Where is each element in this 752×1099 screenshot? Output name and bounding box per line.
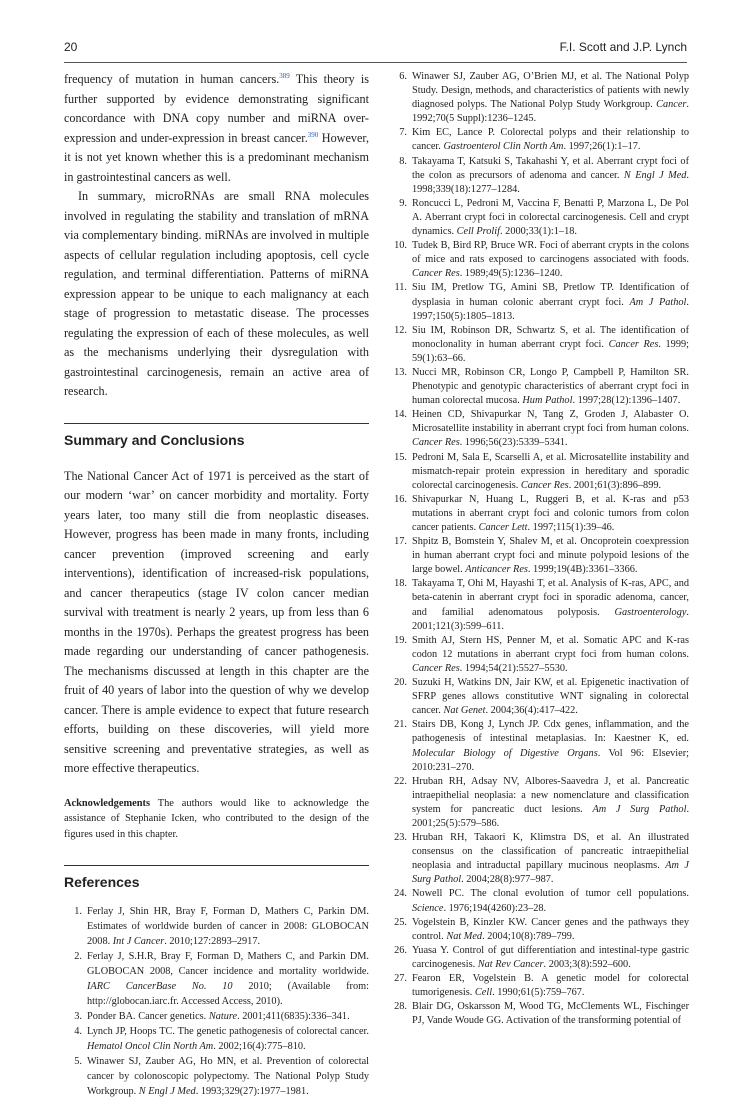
- reference-number: 23.: [394, 832, 407, 844]
- reference-authors-title: Ferlay J, Shin HR, Bray F, Forman D, Mathers C, Parkin DM. Estimates of worldwide burden of cancer in 2008: GLOBOCAN 2008.: [87, 906, 369, 947]
- reference-authors-title: Hruban RH, Adsay NV, Albores-Saavedra J, et al. Pancreatic intraepithelial neoplasia: a new nomenclature and classification system for pancreatic duct lesions.: [412, 775, 689, 815]
- reference-item: [389, 916, 689, 944]
- running-head: F.I. Scott and J.P. Lynch: [559, 40, 687, 54]
- reference-authors-title: Yuasa Y. Control of gut differentiation and intestinal-type gastric carcinogenesis.: [412, 944, 689, 970]
- reference-authors-title: Suzuki H, Watkins DN, Jair KW, et al. Epigenetic inactivation of SFRP genes allows constitutive WNT signaling in colorectal cancer.: [412, 677, 689, 717]
- reference-citation: . 2004;10(8):789–799.: [482, 930, 575, 942]
- reference-item: [389, 126, 689, 154]
- reference-journal: Nat Med: [446, 930, 483, 942]
- reference-authors-title: Kim EC, Lance P. Colorectal polyps and their relationship to cancer.: [412, 127, 689, 153]
- reference-journal: Gastroenterology: [614, 606, 687, 618]
- paragraph-summary: The National Cancer Act of 1971 is perceived as the start of our modern ‘war’ on cancer morbidity and mortality. Forty years later, too many still die from neoplastic diseases. However, progress has been made in many fronts, including cancer prevention (improved screening and early interventions), identification of increased-risk populations, and cancer therapeutics (stage IV colon cancer median survival with treatment is nearly 2 years, up from less than 6 months in the 1970s). Perhaps the greatest progress has been made regarding our understanding of cancer pathogenesis. The mechanisms discussed at length in this chapter are the fruit of 40 years of labor into the question of why we develop cancer. There is ample evidence to expect that future research efforts, building on these discoveries, will yield more sensitive screening and preventative strategies, as well as more effective therapeutics.: [64, 468, 369, 775]
- references-list-left: [64, 904, 369, 1099]
- reference-number: 10.: [394, 240, 407, 252]
- reference-item: [389, 775, 689, 831]
- reference-authors-title: Siu IM, Pretlow TG, Amini SB, Pretlow TP. Identification of dysplasia in human colonic aberrant crypt foci.: [412, 282, 689, 308]
- reference-citation: . 1998;339(18):1277–1284.: [412, 169, 689, 195]
- reference-number: 27.: [394, 973, 407, 984]
- reference-item: [389, 634, 689, 676]
- reference-authors-title: Tudek B, Bird RP, Bruce WR. Foci of aberrant crypts in the colons of mice and rats exposed to carcinogens associated with foods.: [412, 240, 689, 266]
- reference-journal: Am J Surg Pathol: [412, 860, 689, 886]
- reference-citation: . Vol 96: Elsevier; 2010:231–270.: [412, 747, 690, 773]
- reference-journal: Cancer Res: [520, 479, 569, 491]
- page-number: 20: [64, 40, 78, 54]
- reference-journal: Hematol Oncol Clin North Am: [87, 1041, 214, 1052]
- reference-journal: Cancer Res: [412, 437, 460, 449]
- reference-journal: Nature: [208, 1011, 238, 1022]
- reference-citation: . 1994;54(21):5527–5530.: [459, 662, 568, 674]
- reference-item: [389, 831, 689, 887]
- reference-citation: . 2002;16(4):775–810.: [213, 1041, 306, 1052]
- reference-citation: . 1999;19(4B):3361–3366.: [527, 564, 638, 576]
- citation-390[interactable]: 390: [307, 130, 319, 139]
- reference-citation: . 1990;61(5):759–767.: [492, 987, 585, 999]
- reference-item: [389, 281, 689, 323]
- reference-authors-title: Smith AJ, Stern HS, Penner M, et al. Somatic APC and K-ras codon 12 mutations in aberrant crypt foci from human colons.: [412, 634, 689, 660]
- reference-citation: . 1996;56(23):5339–5341.: [459, 437, 568, 449]
- reference-item: [389, 324, 689, 366]
- reference-number: 28.: [394, 1001, 407, 1013]
- reference-item: [389, 197, 689, 239]
- reference-journal: Int J Cancer: [112, 936, 165, 947]
- reference-number: 2.: [74, 951, 82, 962]
- left-column: [64, 70, 369, 1099]
- reference-authors-title: Shivapurkar N, Huang L, Ruggeri B, et al. K-ras and p53 mutations in aberrant crypt foci and colonic tumors from colon cancer patients.: [412, 493, 689, 533]
- reference-citation: . 2001;25(5):579–586.: [412, 803, 690, 829]
- reference-authors-title: Blair DG, Oskarsson M, Wood TG, McClements WL, Fischinger PJ, Vande Woude GG. Activation of the transforming potential of: [412, 1001, 689, 1027]
- reference-journal: Cancer: [656, 99, 687, 111]
- reference-number: 26.: [394, 944, 407, 956]
- header-rule: [64, 62, 687, 63]
- reference-journal: Gastroenterol Clin North Am: [443, 141, 564, 153]
- reference-authors-title: Takayama T, Ohi M, Hayashi T, et al. Analysis of K-ras, APC, and beta-catenin in aberrant crypt foci in sporadic adenoma, cancer, and familial adenomatous polyposis.: [412, 578, 689, 618]
- reference-number: 24.: [394, 888, 407, 900]
- acknowledgements-label: Acknowledgements: [64, 797, 151, 809]
- reference-journal: IARC CancerBase No. 10: [87, 981, 233, 992]
- reference-citation: . 1993;329(27):1977–1981.: [195, 1086, 309, 1097]
- reference-number: 17.: [394, 536, 407, 548]
- paragraph-mirna-continuation: frequency of mutation in human cancers.$^{389}$ This theory is further supported by evidence demonstrating significant concordance with DNA copy number and miRNA over-expression and under-expression in breast cancer.$^{390}$ However, it is not yet known whether this is a predominant mechanism in gastrointestinal cancers as well.: [64, 71, 369, 184]
- reference-journal: Cancer Res: [412, 662, 460, 674]
- reference-number: 5.: [74, 1056, 82, 1067]
- reference-citation: . 2000;33(1):1–18.: [500, 226, 577, 238]
- reference-number: 6.: [399, 71, 407, 82]
- reference-journal: Am J Pathol: [629, 296, 687, 308]
- reference-citation: . 1997;26(1):1–17.: [563, 141, 641, 153]
- reference-item: [64, 1009, 369, 1024]
- reference-authors-title: Hruban RH, Takaori K, Klimstra DS, et al. An illustrated consensus on the classification of pancreatic intraepithelial neoplasia and intraductal papillary mucinous neoplasms.: [412, 832, 689, 872]
- reference-journal: Cell Prolif: [456, 226, 501, 238]
- reference-authors-title: Takayama T, Katsuki S, Takahashi Y, et al. Aberrant crypt foci of the colon as precursors of adenoma and cancer.: [412, 155, 689, 181]
- reference-item: [389, 408, 689, 450]
- reference-item: [389, 577, 689, 633]
- reference-journal: Cancer Res: [412, 268, 460, 280]
- reference-citation: . 1992;70(5 Suppl):1236–1245.: [412, 99, 689, 125]
- reference-item: [389, 70, 689, 126]
- reference-authors-title: Pedroni M, Sala E, Scarselli A, et al. Microsatellite instability and mismatch-repair protein expression in hereditary and sporadic colorectal carcinogenesis.: [412, 451, 689, 491]
- reference-item: [64, 904, 369, 949]
- reference-number: 21.: [394, 719, 407, 731]
- reference-journal: Science: [412, 902, 444, 914]
- reference-citation: . 2001;61(3):896–899.: [568, 479, 662, 491]
- reference-journal: Nat Genet: [443, 705, 486, 717]
- reference-item: [389, 887, 689, 915]
- reference-citation: . 2001;121(3):599–611.: [412, 606, 689, 632]
- reference-number: 19.: [394, 634, 407, 646]
- reference-journal: Cancer Res: [608, 338, 659, 350]
- reference-item: [389, 366, 689, 408]
- reference-number: 22.: [394, 775, 407, 787]
- reference-journal: Nat Rev Cancer: [477, 958, 544, 970]
- reference-journal: Hum Pathol: [522, 395, 573, 407]
- reference-journal: N Engl J Med: [138, 1086, 196, 1097]
- reference-item: [389, 676, 689, 718]
- reference-citation: . 1989;49(5):1236–1240.: [459, 268, 563, 280]
- reference-item: [389, 972, 689, 1000]
- reference-authors-title: Ponder BA. Cancer genetics.: [87, 1011, 209, 1022]
- reference-authors-title: Fearon ER, Vogelstein B. A genetic model for colorectal tumorigenesis.: [412, 973, 689, 999]
- reference-citation: . 2010;127:2893–2917.: [164, 936, 261, 947]
- reference-number: 8.: [399, 155, 407, 167]
- reference-item: [64, 1054, 369, 1099]
- acknowledgements: Acknowledgements The authors would like to acknowledge the assistance of Stephanie Icken, who contributed to the design of the figures used in this chapter.: [64, 797, 369, 840]
- reference-authors-title: Siu IM, Robinson DR, Schwartz S, et al. The identification of monoclonality in human aberrant crypt foci.: [412, 324, 689, 350]
- reference-authors-title: Stairs DB, Kong J, Lynch JP. Cdx genes, inflammation, and the pathogenesis of intestinal metaplasias. In: Kaestner K, ed.: [412, 719, 689, 745]
- reference-journal: Anticancer Res: [465, 564, 528, 576]
- section-title-references: References: [64, 874, 140, 890]
- reference-authors-title: Winawer SJ, Zauber AG, Ho MN, et al. Prevention of colorectal cancer by colonoscopic polypectomy. The National Polyp Study Workgroup.: [87, 1056, 369, 1097]
- reference-citation: . 1997;28(12):1396–1407.: [572, 395, 681, 407]
- reference-number: 14.: [394, 409, 407, 421]
- reference-citation: . 2004;28(8):977–987.: [461, 874, 554, 886]
- reference-number: 4.: [74, 1026, 82, 1037]
- reference-item: [389, 451, 689, 493]
- reference-item: [389, 155, 689, 197]
- reference-item: [64, 1024, 369, 1054]
- reference-number: 1.: [74, 906, 82, 917]
- reference-item: [389, 535, 689, 577]
- reference-number: 20.: [394, 677, 407, 689]
- reference-number: 3.: [74, 1011, 82, 1022]
- reference-authors-title: Heinen CD, Shivapurkar N, Tang Z, Groden J, Alabaster O. Microsatellite instability in aberrant crypt foci from human colons.: [412, 409, 689, 435]
- page-header: [64, 40, 687, 60]
- reference-number: 18.: [394, 578, 407, 590]
- reference-authors-title: Ferlay J, S.H.R, Bray F, Forman D, Mathers C, and Parkin DM. GLOBOCAN 2008, Cancer incidence and mortality worldwide.: [87, 951, 369, 977]
- reference-citation: . 2003;3(8):592–600.: [543, 958, 631, 970]
- reference-journal: Molecular Biology of Digestive Organs: [412, 747, 598, 759]
- references-list-right: [389, 70, 689, 1028]
- reference-journal: Am J Surg Pathol: [592, 803, 687, 815]
- reference-journal: Cell: [474, 987, 493, 999]
- reference-citation: . 1997;115(1):39–46.: [527, 522, 615, 533]
- reference-number: 25.: [394, 916, 407, 928]
- reference-item: [389, 239, 689, 281]
- reference-citation: . 1997;150(5):1805–1813.: [412, 296, 689, 322]
- reference-authors-title: Vogelstein B, Kinzler KW. Cancer genes and the pathways they control.: [412, 916, 689, 942]
- reference-citation: . 1999; 59(1):63–66.: [412, 338, 689, 364]
- reference-item: [389, 944, 689, 972]
- reference-authors-title: Nucci MR, Robinson CR, Longo P, Campbell P, Hamilton SR. Phenotypic and genotypic characteristics of aberrant crypt foci in human colorectal mucosa.: [412, 366, 689, 407]
- reference-item: [389, 1000, 689, 1028]
- reference-item: [389, 493, 689, 535]
- reference-citation: . 1976;194(4260):23–28.: [443, 902, 547, 914]
- reference-number: 13.: [394, 366, 407, 378]
- reference-authors-title: Roncucci L, Pedroni M, Vaccina F, Benatti P, Marzona L, De Pol A. Aberrant crypt foci in colorectal carcinogenesis. Cell and crypt dynamics.: [412, 197, 689, 238]
- reference-authors-title: Nowell PC. The clonal evolution of tumor cell populations.: [412, 888, 689, 900]
- reference-authors-title: Winawer SJ, Zauber AG, O’Brien MJ, et al. The National Polyp Study. Design, methods, and characteristics of patients with newly diagnosed polyps. The National Polyp Study Workgroup.: [412, 71, 689, 111]
- reference-number: 15.: [394, 451, 407, 463]
- reference-journal: N Engl J Med: [623, 169, 687, 181]
- reference-number: 7.: [399, 127, 407, 139]
- reference-item: [64, 949, 369, 1009]
- reference-journal: Cancer Lett: [478, 522, 528, 533]
- reference-authors-title: Shpitz B, Bomstein Y, Shalev M, et al. Oncoprotein coexpression in human aberrant crypt foci and minute polypoid lesions of the large bowel.: [412, 536, 689, 576]
- paragraph-mirna-summary: In summary, microRNAs are small RNA molecules involved in regulating the stability and translation of mRNA via complementary binding. miRNAs are involved in multiple aspects of cellular regulation including apoptosis, cell cycle regulation, and terminal differentiation. Patterns of miRNA expression appear to be unique to each malignancy at each stage of progression to metastatic disease. The processes regulating the expression of each of these molecules, as well as the mechanisms underlying their dysregulation with gastrointestinal carcinogenesis, remain an active area of research.: [64, 189, 369, 398]
- reference-number: 12.: [394, 324, 407, 336]
- reference-citation: . 2001;411(6835):336–341.: [237, 1011, 350, 1022]
- reference-number: 9.: [399, 197, 407, 209]
- reference-authors-title: Lynch JP, Hoops TC. The genetic pathogenesis of colorectal cancer.: [87, 1026, 369, 1037]
- reference-citation: 2010; (Available from: http://globocan.iarc.fr. Accessed Access, 2010).: [87, 981, 369, 1007]
- right-column: [389, 70, 689, 1028]
- reference-number: 16.: [394, 493, 407, 505]
- reference-item: [389, 718, 689, 774]
- reference-number: 11.: [394, 282, 407, 294]
- citation-389[interactable]: 389: [279, 71, 290, 80]
- section-title-summary: Summary and Conclusions: [64, 431, 245, 448]
- reference-citation: . 2004;36(4):417–422.: [485, 705, 578, 717]
